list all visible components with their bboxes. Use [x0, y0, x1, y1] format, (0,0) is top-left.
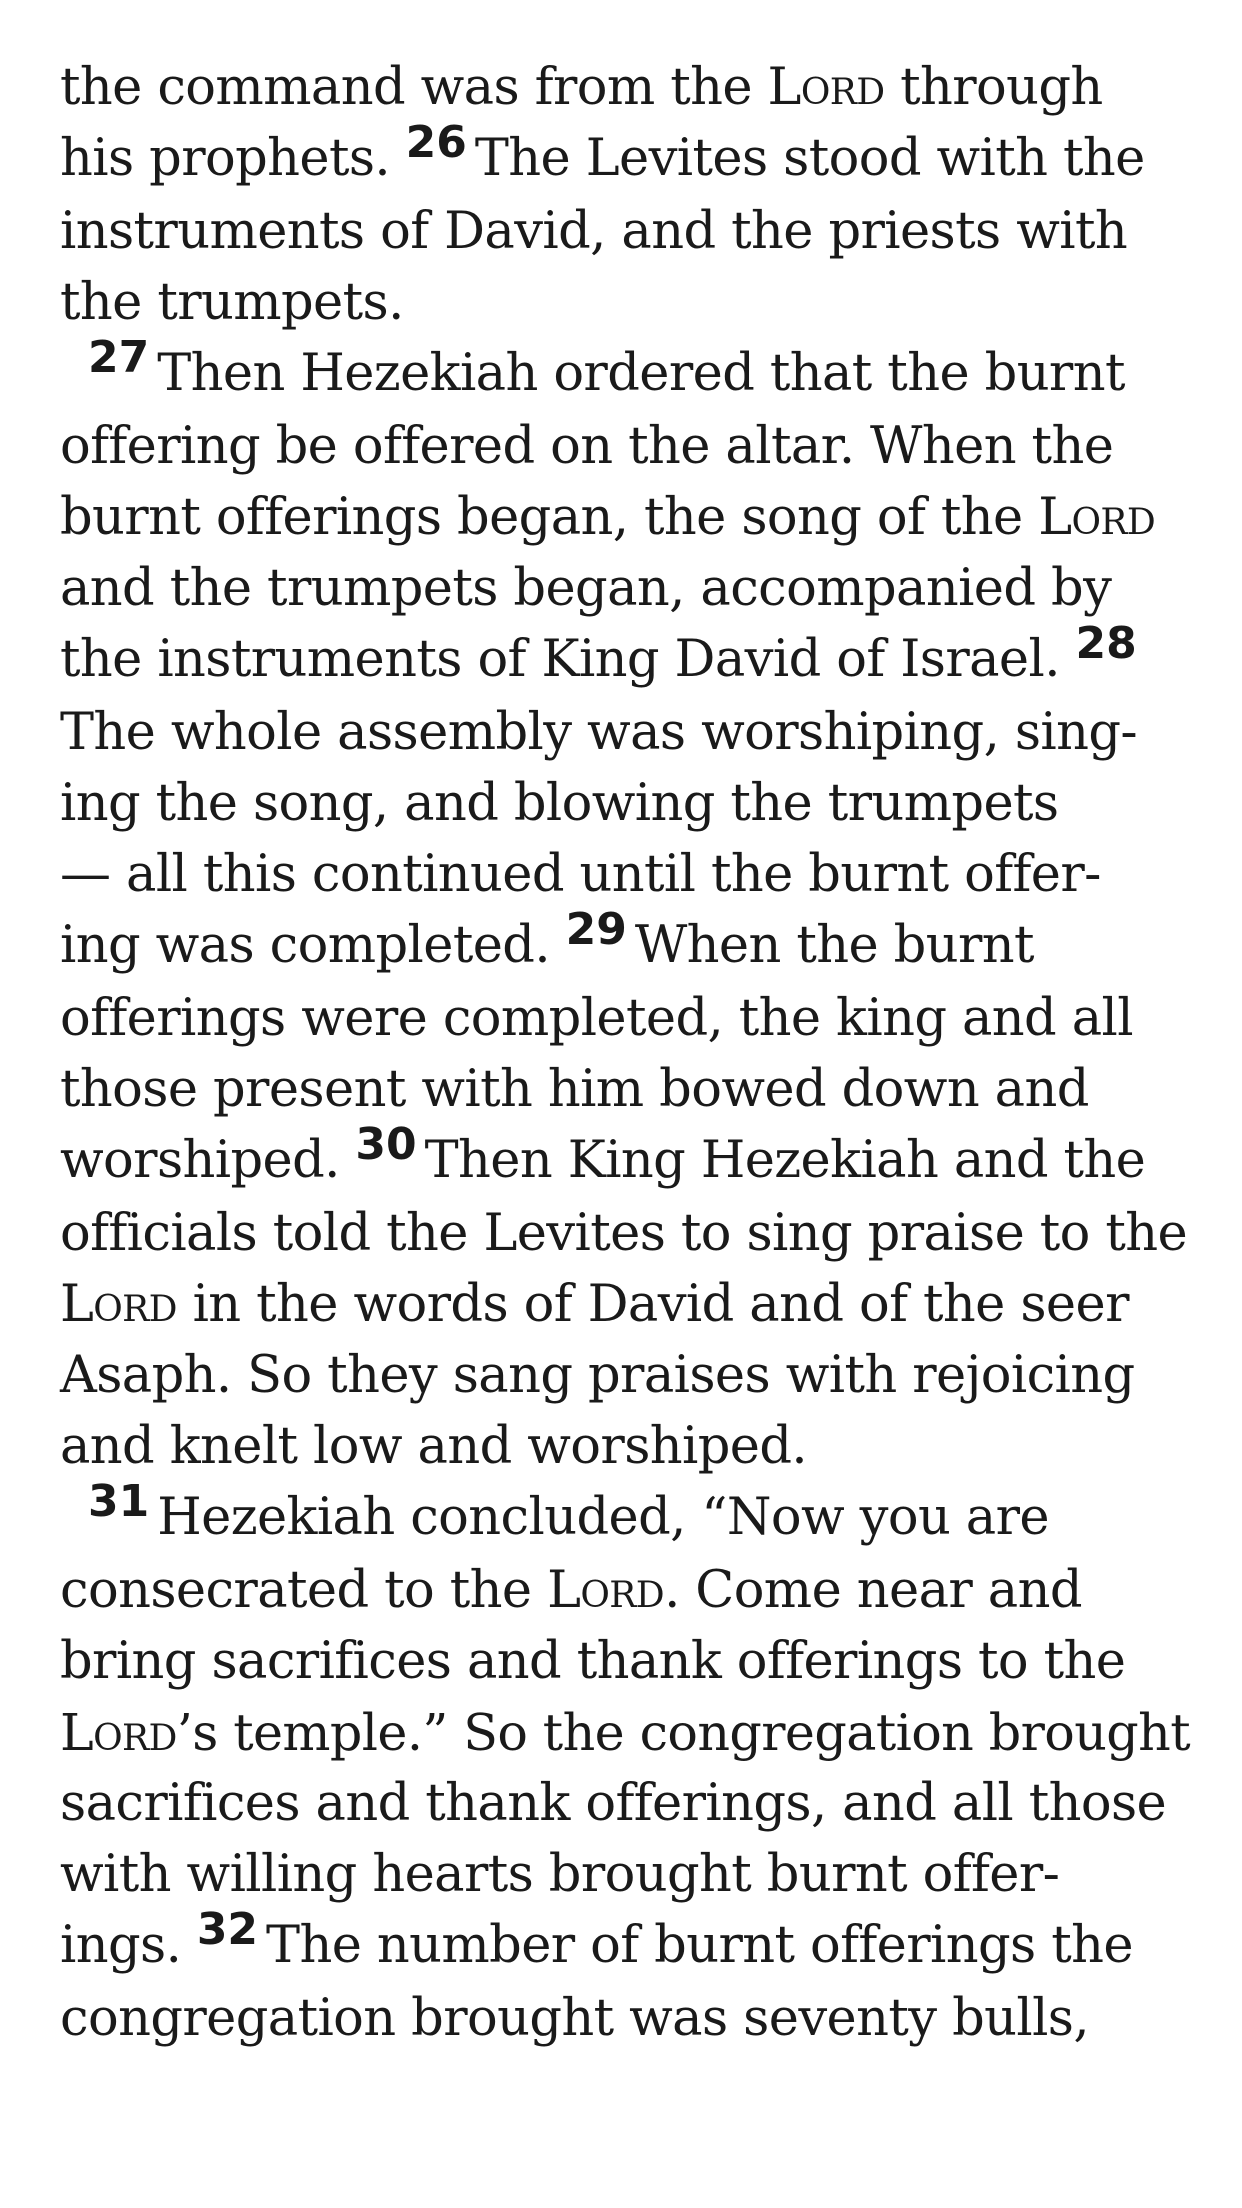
verse-text: worshiped.	[60, 1131, 356, 1190]
verse-number: 28	[1075, 618, 1137, 669]
verse-text: consecrated to the	[60, 1561, 548, 1620]
text-line	[60, 1768, 1190, 1839]
verse-text: and knelt low and worshiped.	[60, 1417, 808, 1476]
divine-name: Lord	[1038, 488, 1156, 547]
verse-text: Hezekiah concluded, “Now you are	[157, 1488, 1049, 1547]
verse-text: the command was from the	[60, 58, 768, 117]
text-line	[60, 1476, 1190, 1555]
verse-text: Asaph. So they sang praises with rejoicing	[60, 1346, 1135, 1405]
text-line	[60, 1555, 1190, 1626]
verse-text: Then Hezekiah ordered that the burnt	[157, 344, 1125, 403]
verse-text: ’s temple.” So the congregation brought	[176, 1703, 1190, 1762]
verse-text: — all this continued until the burnt offer-	[60, 845, 1101, 904]
scripture-passage	[60, 52, 1190, 2054]
verse-text: through	[884, 58, 1103, 117]
verse-text: and the trumpets began, accompanied by	[60, 559, 1112, 618]
verse-text: The number of burnt offerings the	[266, 1916, 1133, 1975]
verse-text: the trumpets.	[60, 273, 404, 332]
text-line	[60, 1054, 1190, 1125]
text-line	[60, 768, 1190, 839]
text-line	[60, 1904, 1190, 1983]
verse-number: 32	[196, 1904, 259, 1955]
text-line	[60, 411, 1190, 482]
text-line	[60, 1411, 1190, 1482]
verse-text: offering be offered on the altar. When the	[60, 417, 1114, 476]
verse-text: the instruments of King David of Israel.	[60, 630, 1076, 689]
text-line	[60, 332, 1190, 411]
divine-name: Lord	[60, 1275, 177, 1334]
text-line	[60, 553, 1190, 624]
text-line	[60, 267, 1190, 338]
text-line	[60, 1340, 1190, 1411]
verse-text: Then King Hezekiah and the	[424, 1131, 1146, 1190]
text-line	[60, 196, 1190, 267]
verse-text: The Levites stood with the	[474, 129, 1145, 188]
text-line	[60, 1198, 1190, 1269]
verse-text: offerings were completed, the king and all	[60, 989, 1133, 1048]
text-line	[60, 1983, 1190, 2054]
text-line	[60, 1697, 1190, 1768]
divine-name: Lord	[767, 58, 885, 117]
verse-text: congregation brought was seventy bulls,	[60, 1989, 1089, 2048]
verse-number: 31	[88, 1476, 150, 1527]
verse-number: 27	[88, 332, 150, 383]
text-line	[60, 482, 1190, 553]
text-line	[60, 1626, 1190, 1697]
verse-text: The whole assembly was worshiping, sing-	[60, 703, 1138, 762]
verse-text: in the words of David and of the seer	[176, 1275, 1129, 1334]
verse-text: When the burnt	[634, 916, 1034, 975]
verse-text: those present with him bowed down and	[60, 1060, 1089, 1119]
verse-text: sacrifices and thank offerings, and all those	[60, 1774, 1167, 1833]
text-line	[60, 1119, 1190, 1198]
divine-name: Lord	[547, 1561, 665, 1620]
verse-number: 29	[565, 904, 627, 955]
text-line	[60, 52, 1190, 123]
verse-text: burnt offerings began, the song of the	[60, 488, 1039, 547]
verse-text: ing the song, and blowing the trumpets	[60, 774, 1059, 833]
text-line	[60, 697, 1190, 768]
text-line	[60, 904, 1190, 983]
text-line	[60, 983, 1190, 1054]
divine-name: Lord	[60, 1703, 177, 1762]
verse-text: . Come near and	[664, 1561, 1082, 1620]
scripture-page	[60, 52, 1190, 2054]
text-line	[60, 839, 1190, 910]
verse-text: officials told the Levites to sing praise to the	[60, 1204, 1188, 1263]
verse-number: 26	[405, 117, 467, 168]
text-line	[60, 1839, 1190, 1910]
verse-text: ing was completed.	[60, 916, 566, 975]
verse-text: his prophets.	[60, 129, 406, 188]
verse-text: instruments of David, and the priests with	[60, 202, 1128, 261]
verse-text: with willing hearts brought burnt offer-	[60, 1845, 1060, 1904]
verse-text: ings.	[60, 1916, 197, 1975]
verse-number: 30	[355, 1119, 417, 1170]
text-line	[60, 618, 1190, 697]
verse-text: bring sacrifices and thank offerings to the	[60, 1632, 1126, 1691]
text-line	[60, 1269, 1190, 1340]
text-line	[60, 117, 1190, 196]
